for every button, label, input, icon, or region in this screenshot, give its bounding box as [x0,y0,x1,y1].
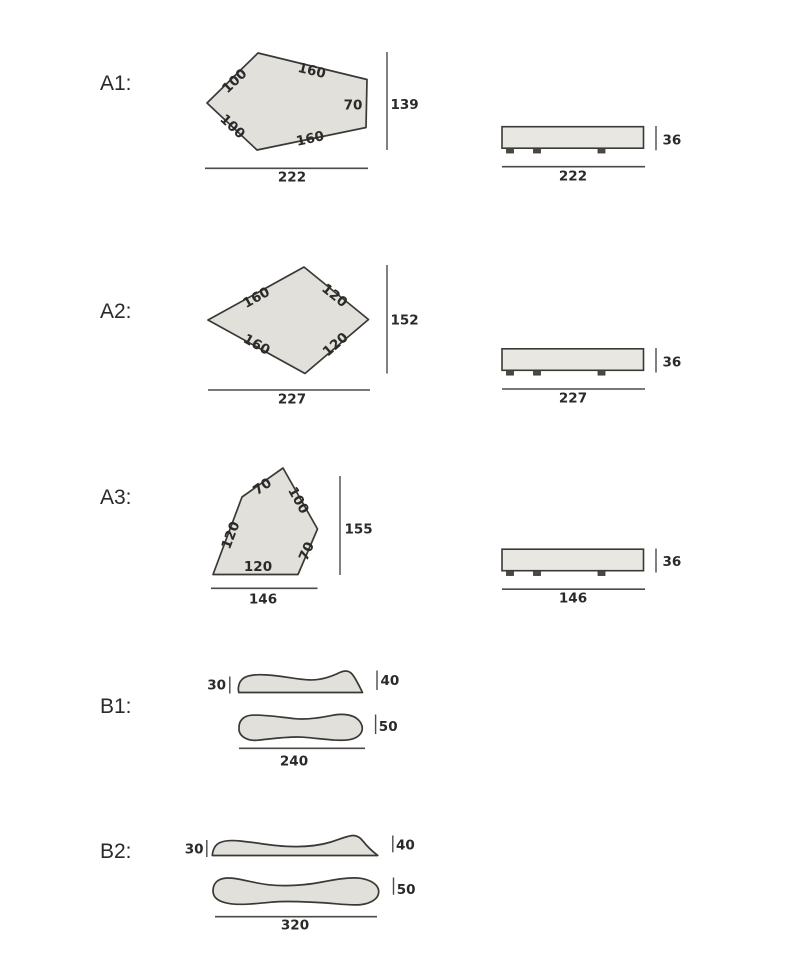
a3-side-view [502,549,644,571]
a3-edge-left-label: 120 [218,519,244,552]
a3-edge-lower-right-label: 70 [295,539,318,564]
a1-side-width-label: 222 [558,168,588,185]
a1-side-foot [507,148,514,153]
a2-edge-top-right-label: 120 [318,280,351,311]
section-a2 [100,265,681,408]
a1-side-foot [534,148,541,153]
section-a1-label: A1: [100,72,132,95]
a2-side-foot [534,370,541,375]
a2-side-view [502,349,644,371]
a3-side-height-label: 36 [662,554,682,570]
a1-side-foot [598,148,605,153]
a2-edge-bottom-left-label: 160 [240,331,273,359]
a2-edge-bottom-right-label: 120 [319,329,352,361]
a1-side-height-label: 36 [662,132,682,149]
a1-side-view [502,127,644,149]
a3-side-width-label: 146 [558,590,588,607]
b2-profile-shape [212,836,377,856]
section-a3-label: A3: [100,486,132,509]
a3-side-foot [598,571,605,576]
b2-depth-label: 50 [396,882,416,898]
section-a1 [100,52,681,186]
b2-top-view-shape [213,878,379,905]
section-b2 [100,836,415,934]
b1-depth-label: 50 [378,719,398,735]
a2-plan-shape [208,267,369,374]
section-b1-label: B1: [100,695,132,718]
a2-width-label: 227 [277,391,307,408]
b1-profile-shape [238,671,362,692]
a2-side-foot [598,370,605,375]
a1-edge-bottom-label: 160 [294,128,326,150]
a3-edge-bottom-label: 120 [243,559,273,575]
a1-edge-bottom-left-label: 100 [216,111,249,143]
a3-side-foot [534,571,541,576]
a2-height-label: 152 [390,312,419,329]
section-a2-label: A2: [100,300,132,323]
a1-height-label: 139 [390,97,419,113]
a2-side-height-label: 36 [662,354,682,371]
section-b1 [100,671,399,770]
b2-left-height-label: 30 [184,841,204,858]
section-a3 [100,468,681,608]
b2-width-label: 320 [280,917,310,934]
b1-right-height-label: 40 [380,673,400,689]
b1-left-height-label: 30 [207,677,226,694]
a1-edge-top-left-label: 100 [218,65,251,97]
b1-width-label: 240 [279,753,309,770]
b2-right-height-label: 40 [396,837,415,854]
a3-edge-upper-right-label: 100 [284,484,312,517]
b1-top-view-shape [239,714,362,740]
a3-side-foot [507,571,514,576]
a3-edge-upper-left-label: 70 [250,474,275,499]
a2-side-width-label: 227 [558,390,588,407]
a2-side-foot [507,370,514,375]
a1-edge-top-label: 160 [296,59,328,83]
a3-height-label: 155 [344,521,373,538]
section-b2-label: B2: [100,840,132,863]
a1-width-label: 222 [277,169,307,186]
a1-edge-right-label: 70 [343,97,363,114]
a2-edge-top-left-label: 160 [240,284,273,312]
a3-width-label: 146 [248,591,278,608]
